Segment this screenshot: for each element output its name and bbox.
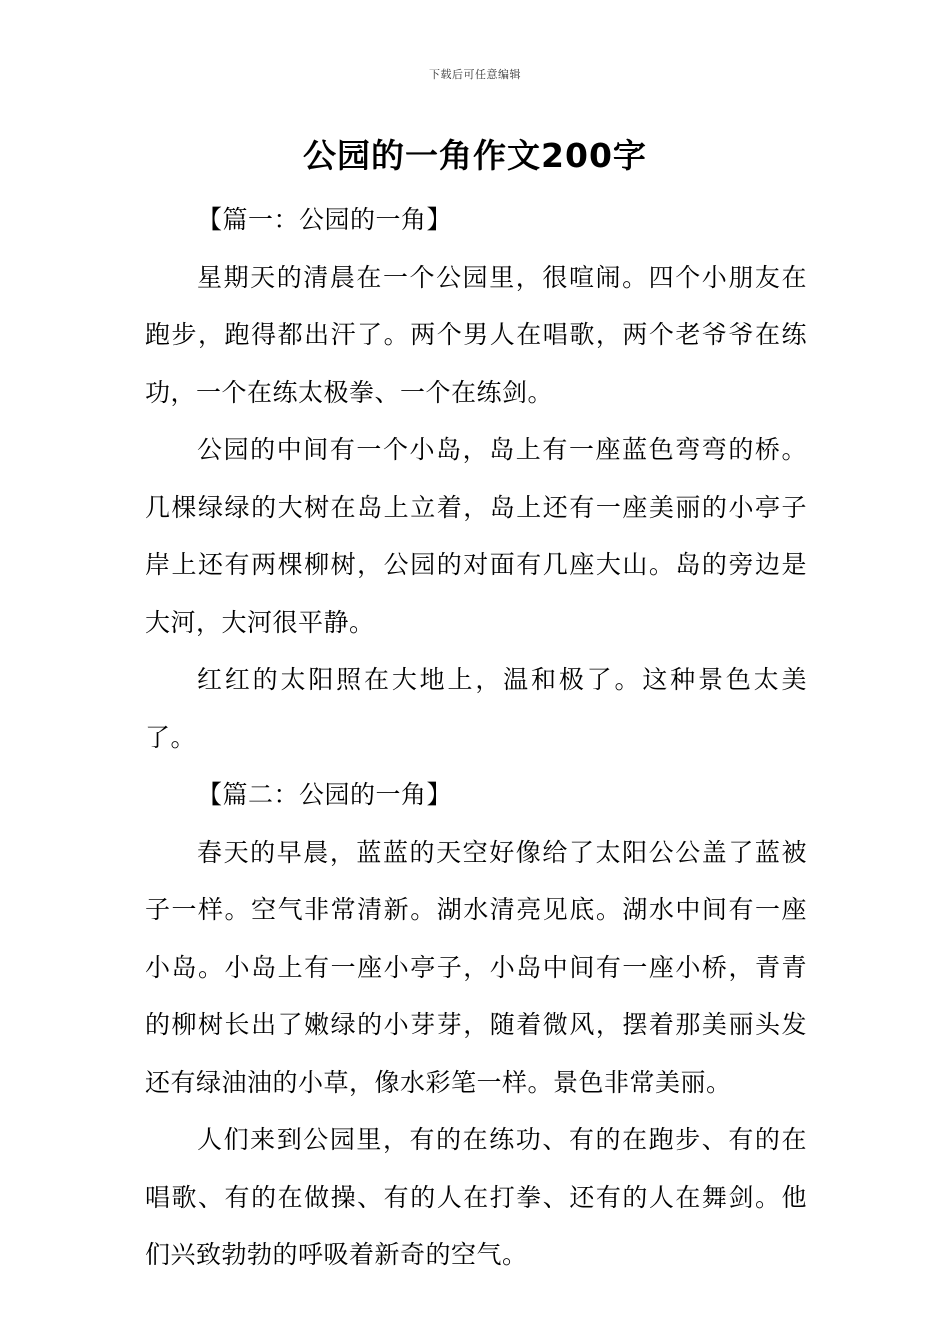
article-body (145, 191, 807, 1284)
page-title: 公园的一角作文200字 (303, 136, 647, 175)
paragraph: 人们来到公园里，有的在练功、有的在跑步、有的在唱歌、有的在做操、有的人在打拳、还有的人在舞剑。他们兴致勃勃的呼吸着新奇的空气。 (145, 1125, 807, 1269)
paragraph: 红红的太阳照在大地上，温和极了。这种景色太美了。 (145, 665, 807, 752)
paragraph: 公园的中间有一个小岛，岛上有一座蓝色弯弯的桥。几棵绿绿的大树在岛上立着，岛上还有一座美丽的小亭子岸上还有两棵柳树，公园的对面有几座大山。岛的旁边是大河，大河很平静。 (145, 435, 807, 637)
paragraph: 春天的早晨，蓝蓝的天空好像给了太阳公公盖了蓝被子一样。空气非常清新。湖水清亮见底。湖水中间有一座小岛。小岛上有一座小亭子，小岛中间有一座小桥，青青的柳树长出了嫩绿的小芽芽，随着微风，摆着那美丽头发还有绿油油的小草，像水彩笔一样。景色非常美丽。 (145, 837, 807, 1097)
paragraph: 星期天的清晨在一个公园里，很喧闹。四个小朋友在跑步，跑得都出汗了。两个男人在唱歌，两个老爷爷在练功，一个在练太极拳、一个在练剑。 (145, 262, 807, 407)
section-heading: 【篇二：公园的一角】 (197, 780, 453, 809)
section-heading: 【篇一：公园的一角】 (197, 205, 453, 234)
header-note: 下载后可任意编辑 (429, 68, 521, 81)
